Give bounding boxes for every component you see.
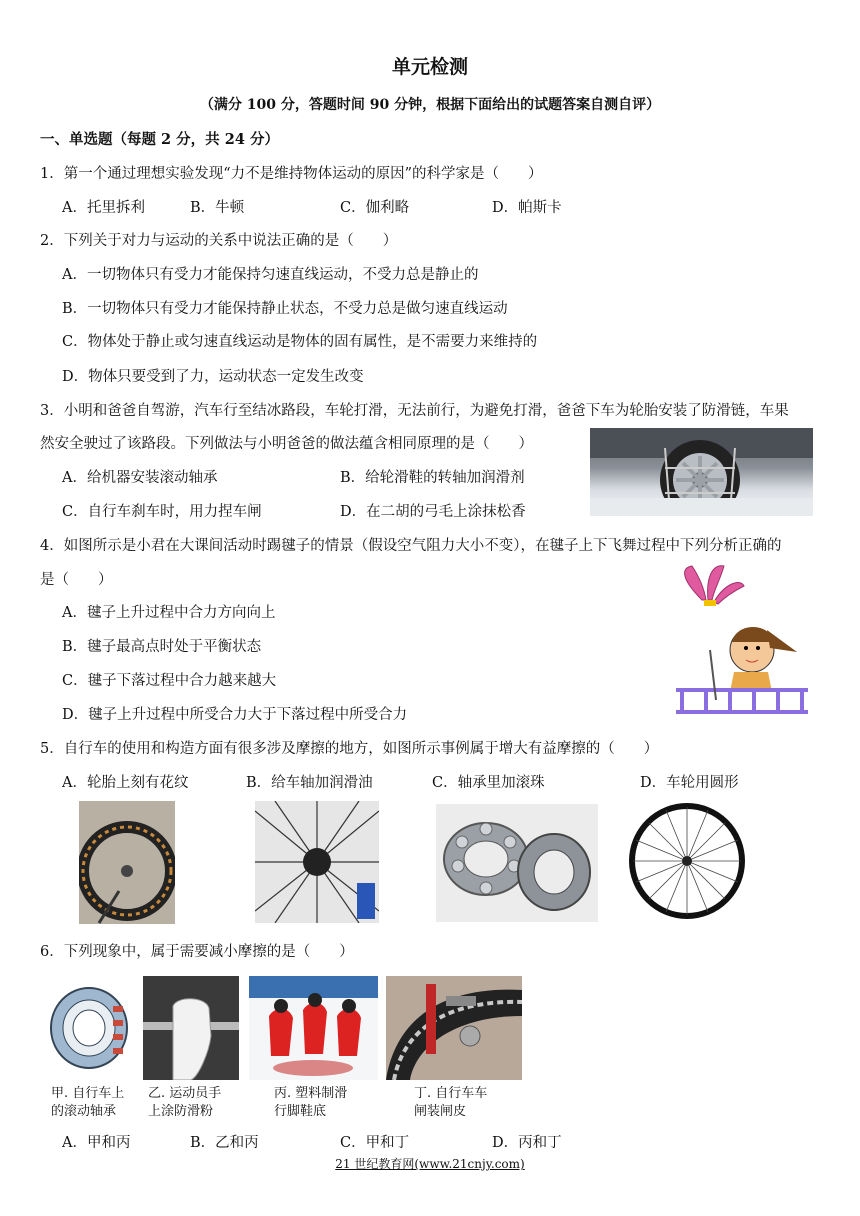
- page-subtitle: （满分 100 分，答题时间 90 分钟，根据下面给出的试题答案自测自评）: [199, 97, 661, 113]
- q1-option-b[interactable]: B．牛顿: [190, 200, 245, 216]
- q6-option-d[interactable]: D．丙和丁: [492, 1135, 562, 1151]
- page-title: 单元检测: [391, 56, 468, 78]
- question-2-stem: 2．下列关于对力与运动的关系中说法正确的是（ ）: [40, 233, 398, 249]
- q4-option-c[interactable]: C．毽子下落过程中合力越来越大: [62, 673, 277, 689]
- caption-yi-line1: 乙. 运动员手: [148, 1086, 222, 1101]
- q5-option-d[interactable]: D．车轮用圆形: [640, 775, 739, 791]
- question-4-stem-line1: 4．如图所示是小君在大课间活动时踢毽子的情景（假设空气阻力大小不变），在毽子上下飞舞过程中下列分析正确的: [40, 538, 782, 554]
- q5-option-c[interactable]: C．轴承里加滚珠: [432, 775, 545, 791]
- q3-option-d[interactable]: D．在二胡的弓毛上涂抹松香: [340, 504, 526, 520]
- section-heading: 一、单选题（每题 2 分，共 24 分）: [40, 131, 279, 148]
- q1-option-a[interactable]: A．托里拆利: [62, 200, 145, 216]
- q4-option-b[interactable]: B．毽子最高点时处于平衡状态: [62, 639, 262, 655]
- caption-ding-line2: 闸装闸皮: [414, 1104, 467, 1119]
- q4-option-d[interactable]: D．毽子上升过程中所受合力大于下落过程中所受合力: [62, 707, 408, 723]
- footer-link[interactable]: 21 世纪教育网(www.21cnjy.com): [335, 1157, 525, 1171]
- question-5-stem: 5．自行车的使用和构造方面有很多涉及摩擦的地方，如图所示事例属于增大有益摩擦的（ ）: [40, 741, 659, 757]
- q2-option-b[interactable]: B．一切物体只有受力才能保持静止状态，不受力总是做匀速直线运动: [62, 301, 508, 317]
- bicycle-brake-illustration: [386, 976, 522, 1080]
- caption-yi-line2: 上涂防滑粉: [148, 1104, 214, 1119]
- ball-bearing-image: [436, 804, 598, 922]
- curling-athletes-illustration: [249, 976, 378, 1080]
- tire-tread-image: [79, 801, 175, 924]
- q3-option-c[interactable]: C．自行车刹车时，用力捏车闸: [62, 504, 262, 520]
- caption-jia-line1: 甲. 自行车上: [51, 1086, 125, 1101]
- q5-option-a[interactable]: A．轮胎上刻有花纹: [62, 775, 189, 791]
- q4-option-a[interactable]: A．毽子上升过程中合力方向向上: [62, 605, 276, 621]
- question-3-stem-line1: 3．小明和爸爸自驾游，汽车行至结冰路段，车轮打滑，无法前行，为避免打滑，爸爸下车为轮胎安装了防滑链，车果: [40, 403, 789, 419]
- shuttlecock-kicking-image: [672, 560, 812, 722]
- q3-option-b[interactable]: B．给轮滑鞋的转轴加润滑剂: [340, 470, 525, 486]
- caption-bing-line2: 行脚鞋底: [274, 1104, 327, 1119]
- question-4-stem-line2: 是（ ）: [40, 572, 113, 588]
- axle-lubricant-image: [255, 801, 379, 923]
- q1-option-c[interactable]: C．伽利略: [340, 200, 410, 216]
- round-wheel-image: [627, 801, 747, 921]
- question-1-stem: 1．第一个通过理想实验发现“力不是维持物体运动的原因”的科学家是（ ）: [40, 166, 543, 182]
- q6-option-c[interactable]: C．甲和丁: [340, 1135, 410, 1151]
- q2-option-a[interactable]: A．一切物体只有受力才能保持匀速直线运动，不受力总是静止的: [62, 267, 479, 283]
- snow-chain-tire-image: [590, 428, 813, 516]
- q2-option-c[interactable]: C．物体处于静止或匀速直线运动是物体的固有属性，是不需要力来维持的: [62, 334, 538, 350]
- question-6-stem: 6．下列现象中，属于需要减小摩擦的是（ ）: [40, 944, 354, 960]
- caption-bing-line1: 丙. 塑料制滑: [274, 1086, 348, 1101]
- rolling-bearing-illustration: [47, 976, 131, 1080]
- anti-slip-powder-illustration: [143, 976, 239, 1080]
- q5-option-b[interactable]: B．给车轴加润滑油: [246, 775, 373, 791]
- q6-option-a[interactable]: A．甲和丙: [62, 1135, 131, 1151]
- caption-ding-line1: 丁. 自行车车: [414, 1086, 488, 1101]
- q6-option-b[interactable]: B．乙和丙: [190, 1135, 259, 1151]
- q2-option-d[interactable]: D．物体只要受到了力，运动状态一定发生改变: [62, 369, 364, 385]
- q3-option-a[interactable]: A．给机器安装滚动轴承: [62, 470, 218, 486]
- caption-jia-line2: 的滚动轴承: [51, 1104, 117, 1119]
- question-3-stem-line2: 然安全驶过了该路段。下列做法与小明爸爸的做法蕴含相同原理的是（ ）: [40, 436, 533, 452]
- q1-option-d[interactable]: D．帕斯卡: [492, 200, 562, 216]
